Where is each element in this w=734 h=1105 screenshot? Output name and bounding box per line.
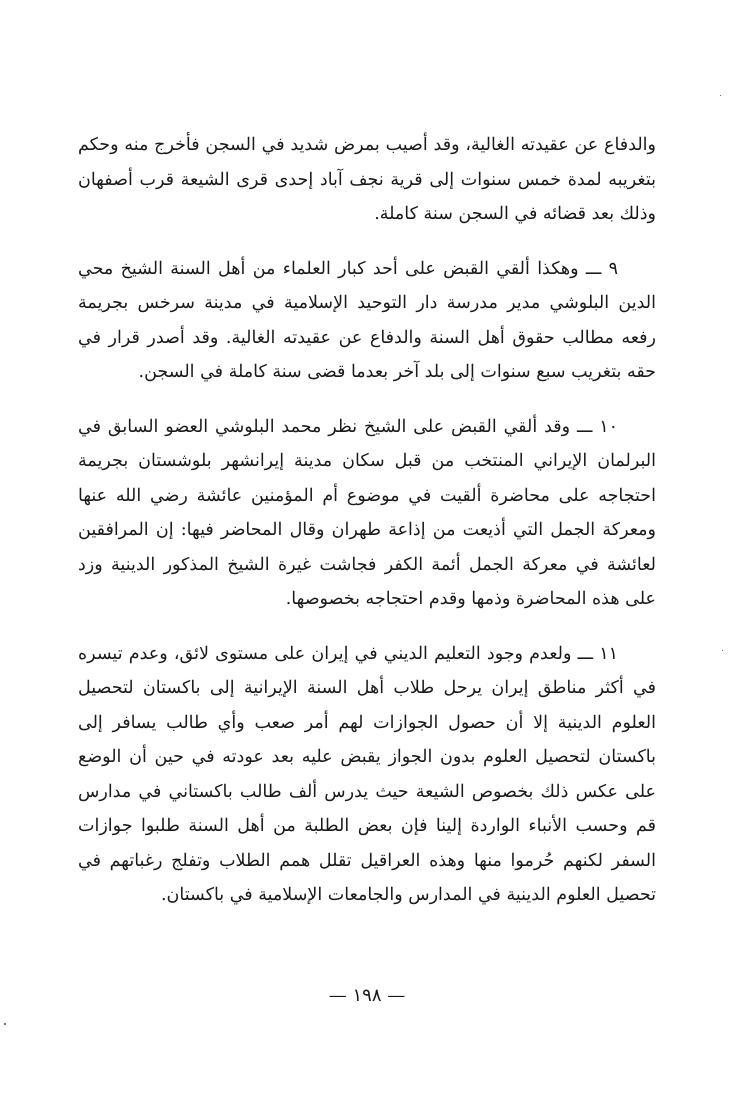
scan-speck (720, 95, 721, 96)
body-text (78, 128, 656, 913)
paragraph-continued: والدفاع عن عقيدته الغالية، وقد أصيب بمرض شديد في السجن فأخرج منه وحكم بتغريبه لمدة خمس سنوات إلى قرية نجف آباد إحدى قرى الشيعة قرب أصفهان وذلك بعد قضائه في السجن سنة كاملة. (78, 135, 656, 224)
paragraph-item-11: ١١ ـــ ولعدم وجود التعليم الديني في إيران على مستوى لائق، وعدم تيسره في أكثر مناطق إيران يرحل طلاب أهل السنة الإيرانية إلى باكستان لتحصيل العلوم الدينية إلا أن حصول الجوازات لهم أمر صعب وأي طالب يسافر إلى باكستان لتحصيل العلوم بدون الجواز يقبض عليه بعد عودته في حين أن الوضع على عكس ذلك بخصوص الشيعة حيث يدرس ألف طالب باكستاني في مدارس قم وحسب الأنباء الواردة إلينا فإن بعض الطلبة من أهل السنة طلبوا جوازات السفر لكنهم حُرموا منها وهذه العراقيل تقلل همم الطلاب وتفلج رغباتهم في تحصيل العلوم الدينية في المدارس والجامعات الإسلامية في باكستان. (78, 643, 656, 905)
paragraph-item-10: ١٠ ـــ وقد ألقي القبض على الشيخ نظر محمد البلوشي العضو السابق في البرلمان الإيراني المنتخب من قبل سكان مدينة إيرانشهر بلوشستان بجريمة احتجاجه على محاضرة ألقيت في موضوع أم المؤمنين عائشة رضي الله عنها ومعركة الجمل التي أذيعت من إذاعة طهران وقال المحاضر فيها: إن المرافقين لعائشة في معركة الجمل أئمة الكفر فجاشت غيرة الشيخ المذكور الدينية وزد على هذه المحاضرة وذمها وقدم احتجاجه بخصوصها. (78, 416, 656, 609)
scan-speck (4, 1023, 6, 1025)
paragraph-item-9: ٩ ـــ وهكذا ألقي القبض على أحد كبار العلماء من أهل السنة الشيخ محي الدين البلوشي مدير مدرسة دار التوحيد الإسلامية في مدينة سرخس بجريمة رفعه مطالب حقوق أهل السنة والدفاع عن عقيدته الغالية. وقد أصدر قرار في حقه بتغريب سبع سنوات إلى بلد آخر بعدما قضى سنة كاملة في السجن. (78, 258, 656, 382)
page-number: — ١٩٨ — (328, 985, 406, 1006)
scan-speck (722, 650, 723, 651)
